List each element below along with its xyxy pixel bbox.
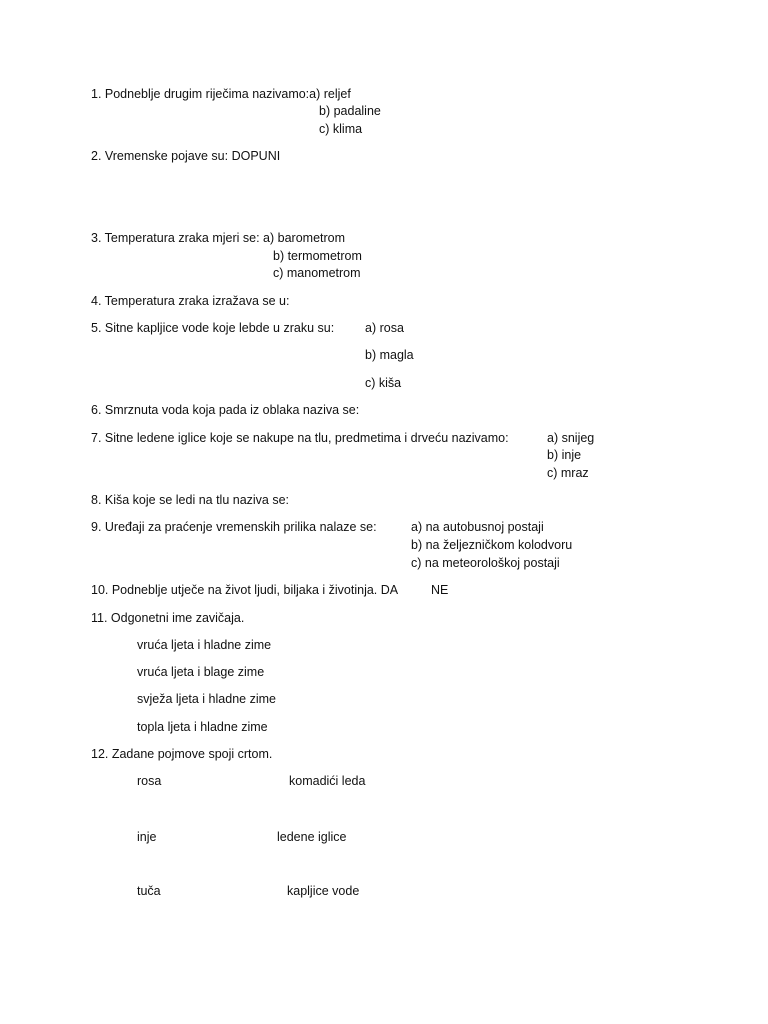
- question-1: 1. Podneblje drugim riječima nazivamo:a) reljef: [91, 87, 351, 101]
- question-7: 7. Sitne ledene iglice koje se nakupe na tlu, predmetima i drveću nazivamo:: [91, 431, 509, 445]
- question-7-option-a: a) snijeg: [547, 431, 595, 445]
- question-7-option-c: c) mraz: [547, 466, 589, 480]
- question-9-option-a: a) na autobusnoj postaji: [411, 520, 544, 534]
- question-7-option-b: b) inje: [547, 448, 582, 462]
- question-6: 6. Smrznuta voda koja pada iz oblaka naziva se:: [91, 403, 360, 417]
- question-12-left-term: tuča: [137, 884, 161, 898]
- question-11-item: vruća ljeta i blage zime: [137, 665, 265, 679]
- question-10: 10. Podneblje utječe na život ljudi, biljaka i životinja. DA: [91, 583, 399, 597]
- question-5-option-c: c) kiša: [365, 376, 402, 390]
- question-12-left-term: inje: [137, 830, 157, 844]
- question-11-item: svježa ljeta i hladne zime: [137, 692, 276, 706]
- question-12-right-term: ledene iglice: [277, 830, 347, 844]
- question-12-left-term: rosa: [137, 774, 162, 788]
- question-12-right-term: komadići leda: [289, 774, 366, 788]
- question-3: 3. Temperatura zraka mjeri se: a) barometrom: [91, 231, 346, 245]
- question-4: 4. Temperatura zraka izražava se u:: [91, 294, 290, 308]
- question-3-option-b: b) termometrom: [273, 249, 362, 263]
- question-10-option-ne: NE: [431, 583, 449, 597]
- question-1-option-b: b) padaline: [319, 104, 381, 118]
- question-9-option-b: b) na željezničkom kolodvoru: [411, 538, 573, 552]
- question-11: 11. Odgonetni ime zavičaja.: [91, 611, 245, 625]
- question-5-option-b: b) magla: [365, 348, 414, 362]
- question-12-right-term: kapljice vode: [287, 884, 360, 898]
- question-11-item: vruća ljeta i hladne zime: [137, 638, 272, 652]
- question-9: 9. Uređaji za praćenje vremenskih prilika nalaze se:: [91, 520, 377, 534]
- question-11-item: topla ljeta i hladne zime: [137, 720, 268, 734]
- question-12: 12. Zadane pojmove spoji crtom.: [91, 747, 273, 761]
- question-3-option-c: c) manometrom: [273, 266, 361, 280]
- question-5-option-a: a) rosa: [365, 321, 404, 335]
- question-8: 8. Kiša koje se ledi na tlu naziva se:: [91, 493, 290, 507]
- question-9-option-c: c) na meteorološkoj postaji: [411, 556, 560, 570]
- question-5: 5. Sitne kapljice vode koje lebde u zraku su:: [91, 321, 335, 335]
- question-2: 2. Vremenske pojave su: DOPUNI: [91, 149, 281, 163]
- question-1-option-c: c) klima: [319, 122, 363, 136]
